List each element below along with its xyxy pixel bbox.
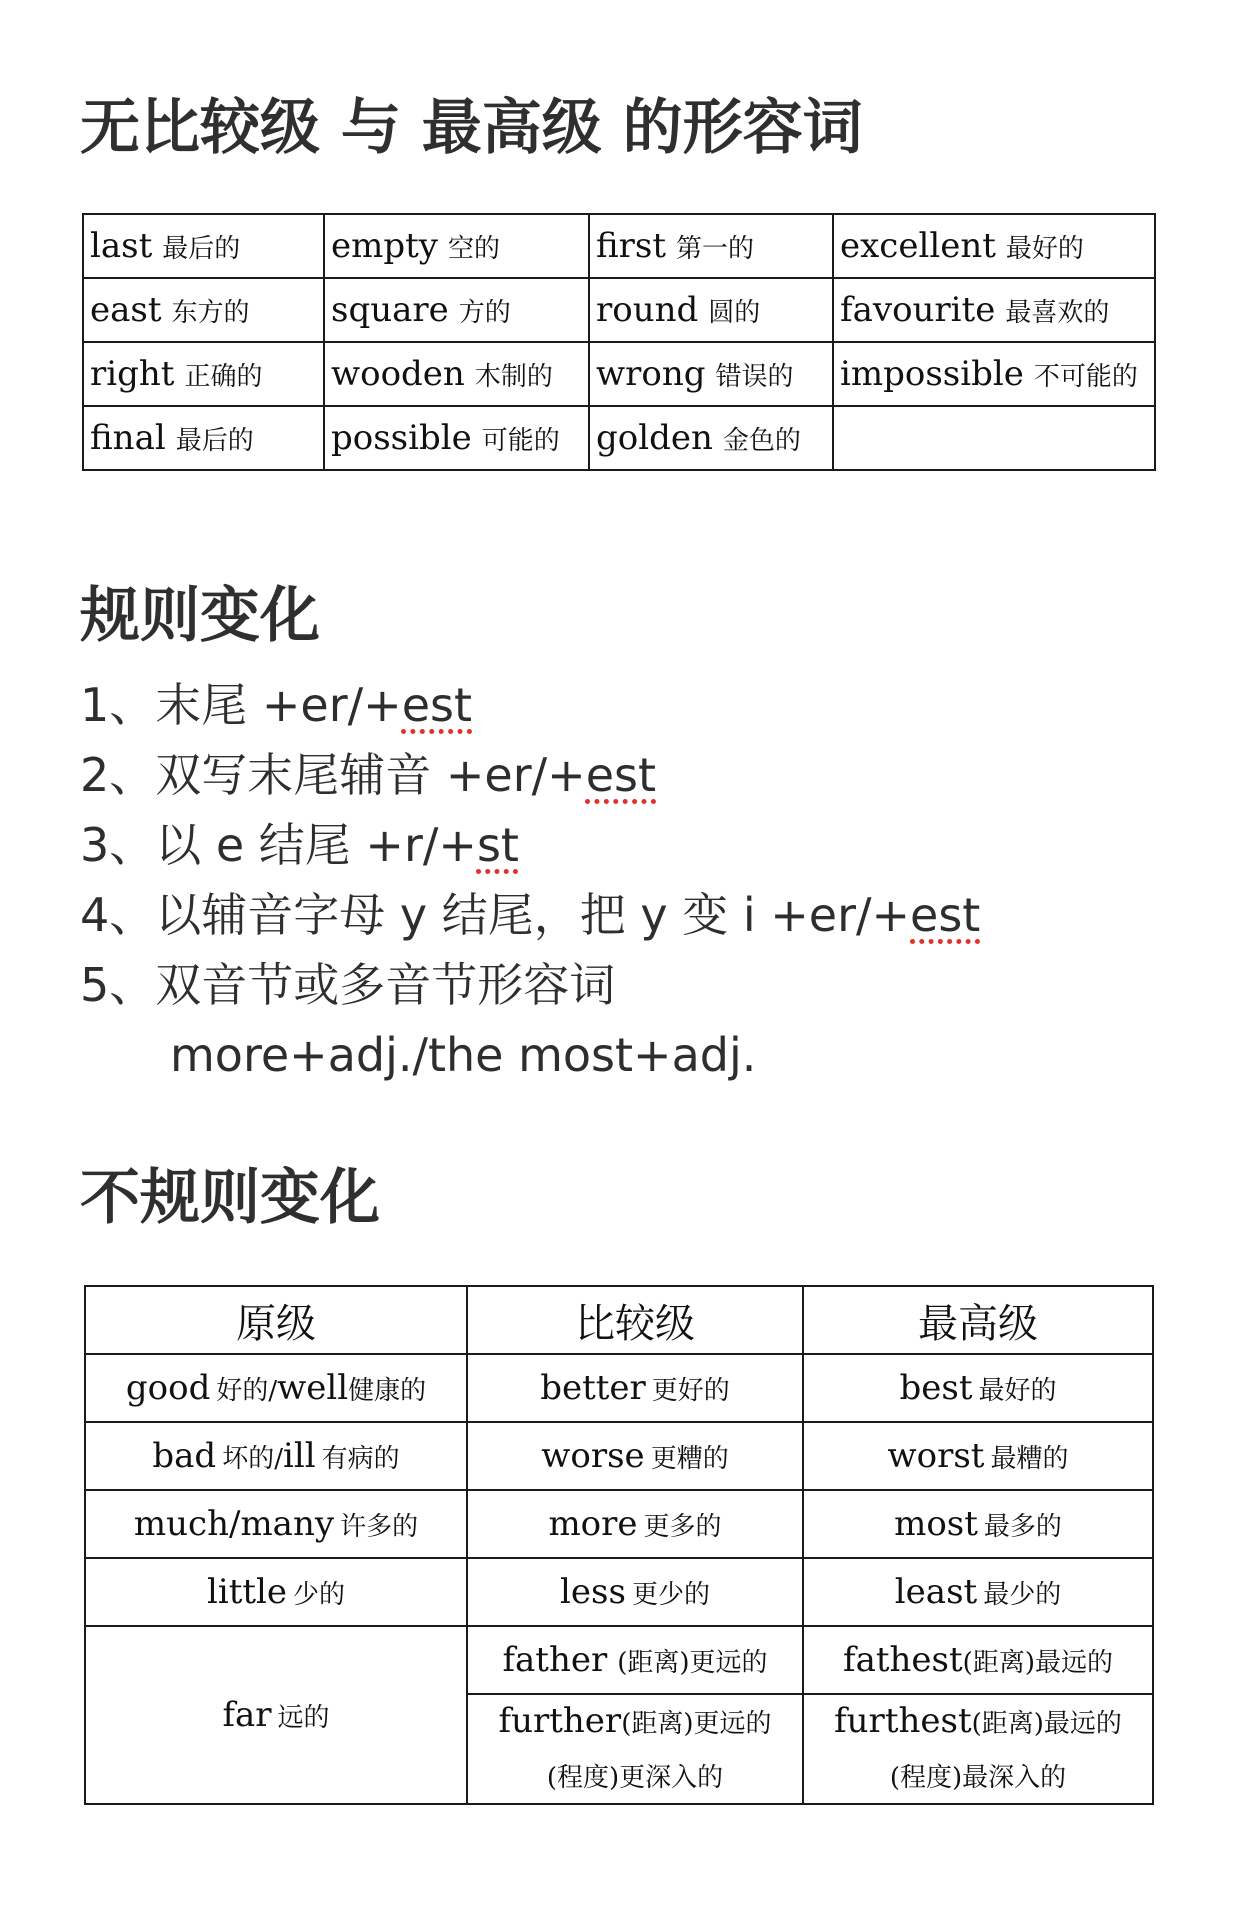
word-en: empty [331, 226, 438, 266]
rule-text: 1、末尾 +er/+ [80, 678, 402, 732]
rule-item [80, 880, 980, 950]
spellcheck-underlined-text: est [910, 888, 981, 942]
word-en: worse [541, 1436, 645, 1476]
word-zh: 最多的 [983, 1512, 1062, 1542]
base-cell [85, 1490, 467, 1558]
table-row [83, 278, 1155, 342]
word-zh-sub: (程度)更深入的 [546, 1763, 724, 1793]
spellcheck-underlined-text: est [585, 748, 656, 802]
table-row [85, 1558, 1153, 1626]
word-en: furthest [834, 1701, 972, 1741]
word-zh: (距离)最远的 [971, 1709, 1122, 1739]
word-zh: 东方的 [171, 298, 250, 328]
word-zh: 更少的 [631, 1580, 710, 1610]
comparative-cell [467, 1422, 803, 1490]
word-en: last [90, 226, 153, 266]
comparative-cell [467, 1354, 803, 1422]
table-header-row [85, 1286, 1153, 1354]
superlative-cell [803, 1354, 1153, 1422]
word-zh: 更糟的 [650, 1444, 729, 1474]
word-zh-sub: (程度)最深入的 [889, 1763, 1067, 1793]
rule-item [80, 740, 980, 810]
table-row [85, 1626, 1153, 1694]
word-zh: 不可能的 [1033, 362, 1138, 392]
word-en: further [498, 1701, 622, 1741]
comparative-cell [467, 1694, 803, 1804]
header-comparative: 比较级 [467, 1286, 803, 1354]
word-zh: 最好的 [1005, 234, 1084, 264]
word-zh: 有病的 [321, 1444, 400, 1474]
spellcheck-underlined-text: st [476, 818, 519, 872]
base-cell [85, 1558, 467, 1626]
word-en: square [331, 290, 449, 330]
table-cell [589, 214, 833, 278]
section-title-regular: 规则变化 [80, 581, 320, 651]
no-comparison-table [82, 213, 1156, 471]
word-zh: 空的 [448, 234, 501, 264]
table-cell [833, 214, 1155, 278]
word-en: final [90, 418, 166, 458]
word-zh: 最好的 [978, 1376, 1057, 1406]
table-cell [83, 406, 324, 470]
word-en: far [222, 1695, 272, 1735]
word-zh: 金色的 [722, 426, 801, 456]
table-row [83, 406, 1155, 470]
table-row [85, 1354, 1153, 1422]
word-zh: (距离)更远的 [617, 1648, 768, 1678]
section-title-no-comparison: 无比较级 与 最高级 的形容词 [80, 93, 863, 163]
irregular-table [84, 1285, 1154, 1805]
word-zh: 最后的 [175, 426, 254, 456]
word-en: worst [887, 1436, 985, 1476]
word-zh: 最少的 [983, 1580, 1062, 1610]
header-base: 原级 [85, 1286, 467, 1354]
word-en: little [206, 1572, 288, 1612]
word-zh: 好的/ [216, 1376, 278, 1406]
table-cell [83, 342, 324, 406]
word-zh: (距离)最远的 [962, 1648, 1113, 1678]
word-zh: 正确的 [184, 362, 263, 392]
rule-item [80, 950, 980, 1020]
table-row [83, 214, 1155, 278]
section-title-irregular: 不规则变化 [80, 1163, 380, 1233]
word-en: much/many [133, 1504, 335, 1544]
word-zh: 第一的 [676, 234, 755, 264]
rule-formula: more+adj./the most+adj. [170, 1028, 757, 1082]
word-en: golden [596, 418, 713, 458]
table-cell [589, 342, 833, 406]
word-zh: 最后的 [162, 234, 241, 264]
word-zh: (距离)更远的 [621, 1709, 772, 1739]
word-en: better [540, 1368, 646, 1408]
word-en: round [596, 290, 699, 330]
rule-text: 4、以辅音字母 y 结尾，把 y 变 i +er/+ [80, 888, 911, 942]
word-en: east [90, 290, 162, 330]
word-en: most [894, 1504, 978, 1544]
table-cell [324, 214, 589, 278]
word-en: well [277, 1368, 349, 1408]
word-zh: 更好的 [651, 1376, 730, 1406]
table-cell [83, 214, 324, 278]
word-zh: 许多的 [340, 1512, 419, 1542]
rule-text: 3、以 e 结尾 +r/+ [80, 818, 477, 872]
table-cell [589, 406, 833, 470]
word-en: wrong [596, 354, 706, 394]
word-zh: 错误的 [715, 362, 794, 392]
base-cell [85, 1422, 467, 1490]
superlative-cell [803, 1626, 1153, 1694]
word-zh: 方的 [458, 298, 511, 328]
word-en: favourite [840, 290, 996, 330]
superlative-cell [803, 1490, 1153, 1558]
comparative-cell [467, 1490, 803, 1558]
rule-text: 2、双写末尾辅音 +er/+ [80, 748, 586, 802]
comparative-cell [467, 1558, 803, 1626]
table-cell [833, 278, 1155, 342]
table-cell [833, 342, 1155, 406]
table-row [85, 1490, 1153, 1558]
comparative-stack [468, 1695, 802, 1753]
superlative-cell [803, 1558, 1153, 1626]
regular-rules-list [80, 670, 980, 1090]
word-en: right [90, 354, 175, 394]
superlative-cell [803, 1694, 1153, 1804]
spellcheck-underlined-text: est [401, 678, 472, 732]
word-en: least [894, 1572, 978, 1612]
header-superlative: 最高级 [803, 1286, 1153, 1354]
word-en: less [560, 1572, 626, 1612]
table-row [85, 1422, 1153, 1490]
word-en: best [899, 1368, 973, 1408]
superlative-cell [803, 1422, 1153, 1490]
table-cell [324, 342, 589, 406]
word-zh: 最喜欢的 [1005, 298, 1110, 328]
word-en: wooden [331, 354, 465, 394]
word-en: impossible [840, 354, 1024, 394]
word-en: possible [331, 418, 472, 458]
rule-item [80, 810, 980, 880]
superlative-stack [804, 1695, 1152, 1753]
table-cell [324, 278, 589, 342]
word-en: excellent [840, 226, 996, 266]
word-en: bad [152, 1436, 217, 1476]
word-en: good [125, 1368, 211, 1408]
word-zh: 坏的/ [222, 1444, 283, 1474]
word-en: father [502, 1640, 608, 1680]
base-cell [85, 1354, 467, 1422]
word-zh: 可能的 [481, 426, 560, 456]
word-en: fathest [843, 1640, 963, 1680]
word-en: first [596, 226, 667, 266]
word-zh: 更多的 [643, 1512, 722, 1542]
word-zh: 远的 [277, 1703, 330, 1733]
table-cell [324, 406, 589, 470]
word-en: ill [282, 1436, 316, 1476]
rule-item [80, 670, 980, 740]
table-cell-empty [833, 406, 1155, 470]
base-cell [85, 1626, 467, 1804]
table-cell [83, 278, 324, 342]
word-zh: 少的 [293, 1580, 346, 1610]
word-zh: 最糟的 [990, 1444, 1069, 1474]
word-zh: 木制的 [474, 362, 553, 392]
word-en: more [548, 1504, 638, 1544]
word-zh: 圆的 [708, 298, 761, 328]
comparative-cell [467, 1626, 803, 1694]
table-cell [589, 278, 833, 342]
table-row [83, 342, 1155, 406]
rule-text: 5、双音节或多音节形容词 [80, 958, 616, 1012]
word-zh: 健康的 [348, 1376, 427, 1406]
